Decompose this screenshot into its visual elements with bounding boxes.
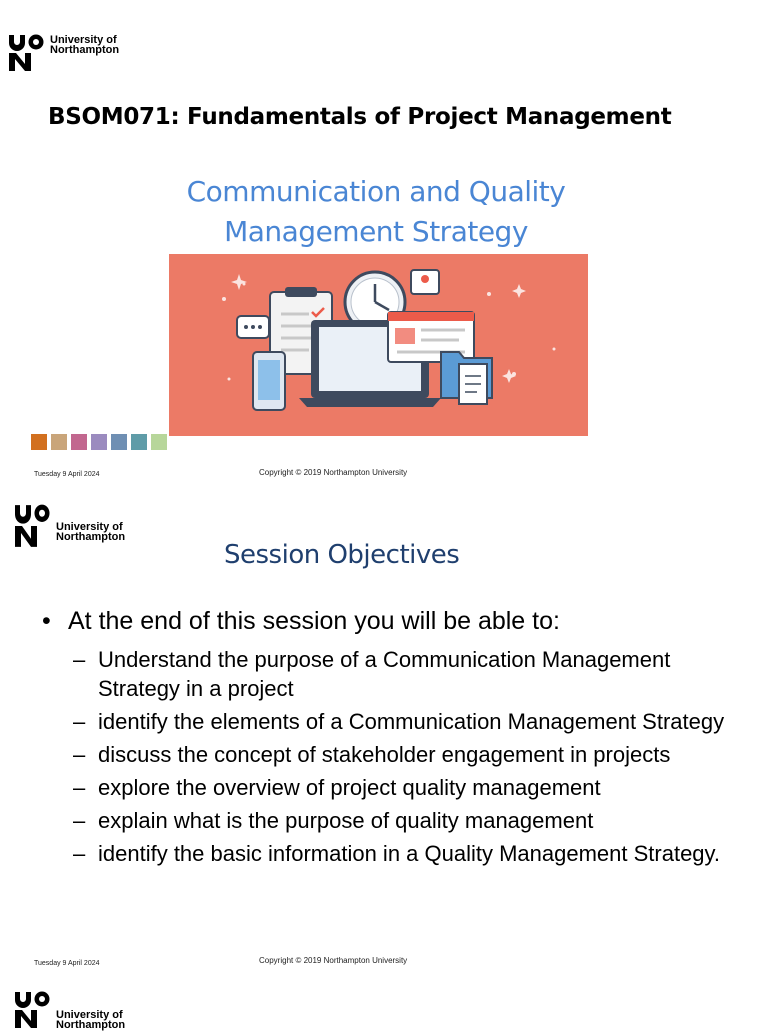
footer-date: Tuesday 9 April 2024 (34, 960, 100, 967)
objective-text: explain what is the purpose of quality management (98, 808, 594, 833)
title-slide (0, 0, 768, 488)
swatch (151, 434, 167, 450)
communication-illustration (169, 254, 588, 436)
objective-item (73, 806, 753, 835)
dash-marker: – (73, 709, 86, 734)
swatch (31, 434, 47, 450)
slide-title: Session Objectives (224, 540, 460, 570)
objective-item (73, 740, 753, 769)
footer-date: Tuesday 9 April 2024 (34, 471, 100, 478)
uon-logo-mark-icon (14, 504, 54, 548)
university-logo (14, 991, 125, 1030)
objective-item (73, 773, 753, 802)
logo-text-line1: University of (56, 1009, 123, 1021)
logo-text-line2: Northampton (50, 44, 120, 56)
dash-marker: – (73, 808, 86, 833)
logo-text-line2: Northampton (56, 1019, 126, 1031)
footer-copyright: Copyright © 2019 Northampton University (259, 956, 408, 965)
uon-logo-mark-icon (8, 34, 48, 72)
objective-text: identify the elements of a Communication Management Strategy (98, 709, 725, 734)
swatch (111, 434, 127, 450)
objectives-slide (0, 488, 768, 976)
dash-marker: – (73, 742, 86, 767)
main-bullet (42, 607, 560, 636)
objective-text: identify the basic information in a Quality Management Strategy. (98, 841, 721, 866)
objective-text: discuss the concept of stakeholder engagement in projects (98, 742, 671, 767)
objective-item (73, 839, 753, 868)
objective-text: Understand the purpose of a Communication Management Strategy in a project (98, 647, 671, 701)
university-logo (8, 34, 119, 72)
swatch (91, 434, 107, 450)
dash-marker: – (73, 775, 86, 800)
devices-illustration-icon (169, 254, 588, 436)
swatch (131, 434, 147, 450)
logo-text-line2: Northampton (56, 531, 126, 543)
swatch (71, 434, 87, 450)
presentation-title-line1: Communication and Quality (186, 175, 566, 208)
objectives-list (73, 645, 753, 872)
bullet-dot: • (42, 607, 51, 635)
dash-marker: – (73, 841, 86, 866)
main-bullet-text: At the end of this session you will be able to: (68, 607, 560, 635)
objective-text: explore the overview of project quality management (98, 775, 601, 800)
course-title: BSOM071: Fundamentals of Project Management (48, 104, 672, 130)
uon-logo-mark-icon (14, 991, 54, 1029)
presentation-title (150, 172, 602, 252)
objective-item (73, 707, 753, 736)
footer-copyright: Copyright © 2019 Northampton University (259, 468, 408, 477)
presentation-title-line2: Management Strategy (224, 215, 528, 248)
university-logo (14, 504, 125, 548)
dash-marker: – (73, 647, 86, 672)
objective-item (73, 645, 753, 703)
logo-text-line1: University of (50, 34, 117, 46)
color-swatch-strip (31, 434, 167, 450)
logo-text-line1: University of (56, 521, 123, 533)
next-slide-partial (0, 976, 768, 1031)
swatch (51, 434, 67, 450)
